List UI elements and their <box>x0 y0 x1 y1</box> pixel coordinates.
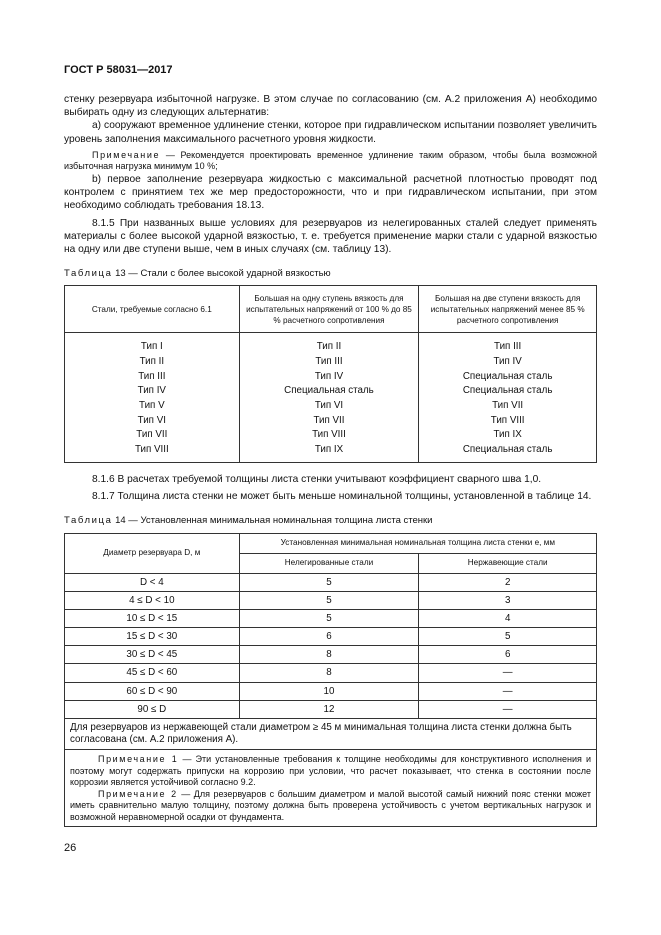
table-cell: 5 <box>239 573 419 591</box>
note-label: Примечание 2 <box>98 788 178 799</box>
page-content <box>64 93 597 827</box>
table-cell: Тип VII <box>239 413 419 428</box>
table14-caption-text: 14 — Установленная минимальная номинальная толщина листа стенки <box>112 515 433 527</box>
table-cell: Тип VIII <box>419 413 597 428</box>
table-cell: Специальная сталь <box>419 442 597 462</box>
table14-caption <box>64 514 597 527</box>
col-header-stainless: Нержавеющие стали <box>419 553 597 573</box>
table-cell: 60 ≤ D < 90 <box>65 682 240 700</box>
table-cell: 30 ≤ D < 45 <box>65 646 240 664</box>
table14-caption-word: Таблица <box>64 515 113 527</box>
note <box>64 150 597 173</box>
table-row <box>65 333 597 354</box>
paragraph: стенку резервуара избыточной нагрузке. В этом случае по согласованию (см. А.2 приложения А) необходимо выбирать одну из следующих альтернатив: <box>64 94 597 119</box>
document-id: ГОСТ Р 58031—2017 <box>64 64 173 76</box>
table-notes-row <box>65 750 597 827</box>
table-cell: 15 ≤ D < 30 <box>65 628 240 646</box>
table-row <box>65 442 597 462</box>
table-cell: 4 <box>419 609 597 627</box>
table-cell: 3 <box>419 591 597 609</box>
table-row <box>65 413 597 428</box>
table-cell: 12 <box>239 700 419 718</box>
table-cell: 45 ≤ D < 60 <box>65 664 240 682</box>
table-row <box>65 369 597 384</box>
note-text: — Для резервуаров с большим диаметром и малой высотой самый нижний пояс стенки может иметь сравнительно малую толщину, поэтому должна быть проверена устойчивость с учетом вертикальных нагрузок и возможной неравномерной осадки от фундамента. <box>70 788 591 822</box>
table-row <box>65 628 597 646</box>
table-cell: 6 <box>419 646 597 664</box>
table-cell: Тип IV <box>239 369 419 384</box>
col-header-two-steps: Большая на две ступени вязкость для испытательных напряжений менее 85 % расчетного сопротивления <box>419 286 597 333</box>
table-cell: D < 4 <box>65 573 240 591</box>
note-label: Примечание 1 <box>98 754 179 765</box>
table-note-1 <box>70 754 591 789</box>
col-header-diameter: Диаметр резервуара D, м <box>65 533 240 573</box>
table-cell: 8 <box>239 664 419 682</box>
min-thickness-table <box>64 533 597 827</box>
table-cell: — <box>419 664 597 682</box>
table-cell: Тип VI <box>65 413 240 428</box>
table-row <box>65 664 597 682</box>
table-row <box>65 591 597 609</box>
table-cell: 8 <box>239 646 419 664</box>
table-row <box>65 573 597 591</box>
col-header-required-steels: Стали, требуемые согласно 6.1 <box>65 286 240 333</box>
steel-toughness-table <box>64 285 597 463</box>
note-label: Примечание <box>92 149 161 160</box>
note-text: — Рекомендуется проектировать временное удлинение таким образом, чтобы была возможной избыточная нагрузка минимум 10 %; <box>64 149 597 172</box>
table-cell: Тип II <box>65 354 240 369</box>
table13-caption-text: 13 — Стали с более высокой ударной вязкостью <box>112 268 331 280</box>
paragraph-alternative-b: b) первое заполнение резервуара жидкостью с максимальной расчетной плотностью проводят под контролем с принятием тех же мер предосторожности, что и при гидравлическом испытании, при этом необходимо соблюдать требования 18.13. <box>64 174 597 212</box>
table-row <box>65 398 597 413</box>
table-cell: Тип VII <box>419 398 597 413</box>
table-row <box>65 682 597 700</box>
table-cell: Тип III <box>419 333 597 354</box>
table-cell: Тип IV <box>65 383 240 398</box>
table-cell: — <box>419 700 597 718</box>
table-cell: 10 ≤ D < 15 <box>65 609 240 627</box>
col-header-one-step: Большая на одну ступень вязкость для испытательных напряжений от 100 % до 85 % расчетного сопротивления <box>239 286 419 333</box>
table-row <box>65 383 597 398</box>
col-header-nonalloy: Нелегированные стали <box>239 553 419 573</box>
table-cell: Тип V <box>65 398 240 413</box>
table-cell: 5 <box>239 591 419 609</box>
table-row <box>65 646 597 664</box>
table-cell: Тип VI <box>239 398 419 413</box>
paragraph-alternative-a: a) сооружают временное удлинение стенки, которое при гидравлическом испытании позволяет увеличить уровень заполнения максимального расчетного уровня жидкости. <box>64 120 597 145</box>
paragraph-8-1-6: 8.1.6 В расчетах требуемой толщины листа стенки учитывают коэффициент сварного шва 1,0. <box>92 473 542 485</box>
table13-caption-word: Таблица <box>64 268 113 280</box>
table-cell: Тип IX <box>419 428 597 443</box>
table-row <box>65 428 597 443</box>
table-row <box>65 354 597 369</box>
table-cell: Тип VIII <box>239 428 419 443</box>
table-cell: Тип I <box>65 333 240 354</box>
table-cell: 5 <box>419 628 597 646</box>
page-number: 26 <box>64 842 77 854</box>
table-row <box>65 609 597 627</box>
table-cell: Тип IX <box>239 442 419 462</box>
table-notes <box>65 750 597 827</box>
col-header-thickness-group: Установленная минимальная номинальная толщина листа стенки e, мм <box>239 533 596 553</box>
table-cell: 90 ≤ D <box>65 700 240 718</box>
table-cell: Тип III <box>65 369 240 384</box>
table-cell: Специальная сталь <box>239 383 419 398</box>
table-footer-text: Для резервуаров из нержавеющей стали диаметром ≥ 45 м минимальная толщина листа стенки должна быть согласована (см. А.2 приложения А). <box>65 719 597 750</box>
table-cell: Тип VIII <box>65 442 240 462</box>
table-cell: Специальная сталь <box>419 369 597 384</box>
table-cell: 4 ≤ D < 10 <box>65 591 240 609</box>
table-cell: 6 <box>239 628 419 646</box>
table-cell: 5 <box>239 609 419 627</box>
table-cell: Тип II <box>239 333 419 354</box>
table-row <box>65 700 597 718</box>
table-cell: — <box>419 682 597 700</box>
note-text: — Эти установленные требования к толщине необходимы для конструктивного исполнения и поэтому могут содержать припуски на коррозию при условии, что расчет показывает, что стенка в состоянии после коррозии является устойчивой согласно 9.2. <box>70 754 591 788</box>
table-footer-row <box>65 719 597 750</box>
table-cell: 2 <box>419 573 597 591</box>
table-cell: Специальная сталь <box>419 383 597 398</box>
paragraph-8-1-7: 8.1.7 Толщина листа стенки не может быть меньше номинальной толщины, установленной в таблице 14. <box>92 491 592 503</box>
table-cell: Тип III <box>239 354 419 369</box>
table13-caption <box>64 267 597 280</box>
table-note-2 <box>70 789 591 824</box>
table-cell: 10 <box>239 682 419 700</box>
paragraph-8-1-5: 8.1.5 При названных выше условиях для резервуаров из нелегированных сталей следует применять материалы с более высокой ударной вязкостью, т. е. требуется применение марки стали с ударной вязкостью на одну или две ступени выше, чем в иных случаях (см. таблицу 13). <box>64 217 597 256</box>
table-cell: Тип IV <box>419 354 597 369</box>
table-cell: Тип VII <box>65 428 240 443</box>
